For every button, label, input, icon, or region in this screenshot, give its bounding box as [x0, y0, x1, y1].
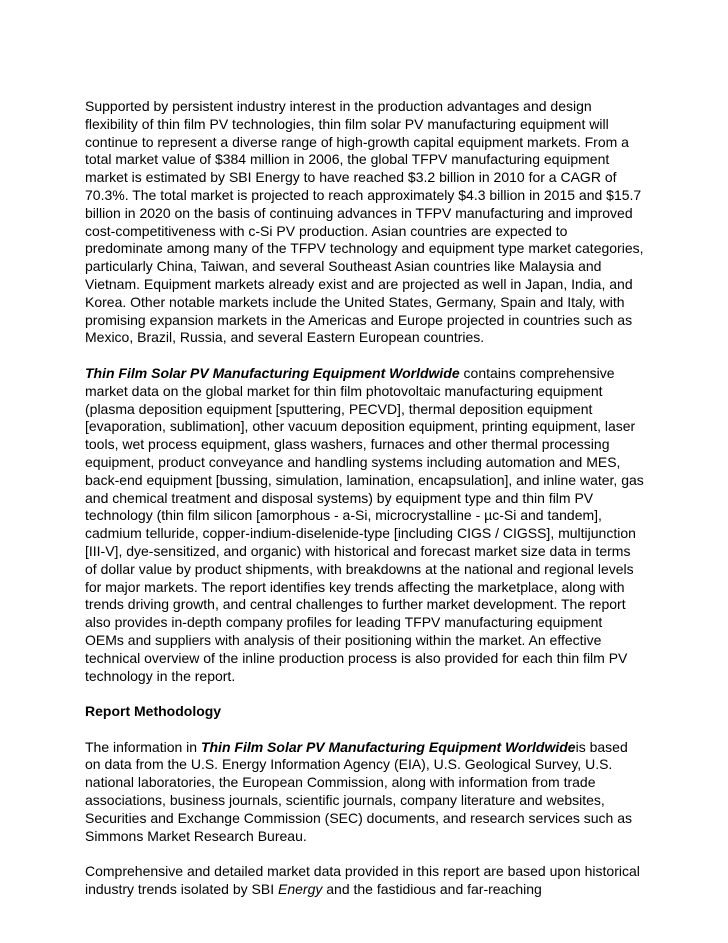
document-body [85, 98, 645, 917]
paragraph-market-data-basis-text: and the fastidious and far-reaching [322, 881, 542, 898]
paragraph-report-contents-text: contains comprehensive market data on the global market for thin film photovoltaic manufacturing equipment (plasma deposition equipment [sputtering, PECVD], thermal deposition equipment [evaporation, sublimation], other vacuum deposition equipment, printing equipment, laser tools, wet process equipment, glass washers, furnaces and other thermal processing equipment, product conveyance and handling systems including automation and MES, back-end equipment [bussing, simulation, lamination, encapsulation], and inline water, gas and chemical treatment and disposal systems) by equipment type and thin film PV technology (thin film silicon [amorphous - a-Si, microcrystalline - µc-Si and tandem], cadmium telluride, copper-indium-diselenide-type [including CIGS / CIGSS], multijunction [III-V], dye-sensitized, and organic) with historical and forecast market size data in terms of dollar value by product shipments, with breakdowns at the national and regional levels for major markets. The report identifies key trends affecting the marketplace, along with trends driving growth, and central challenges to further market development. The report also provides in-depth company profiles for leading TFPV manufacturing equipment OEMs and suppliers with analysis of their positioning within the market. An effective technical overview of the inline production process is also provided for each thin film PV technology in the report. [85, 364, 644, 684]
paragraph-market-data-basis-prefix: Comprehensive and detailed market data provided in this report are based upon historical industry trends isolated by SBI [85, 863, 640, 898]
section-heading-methodology: Report Methodology [85, 703, 222, 720]
paragraph-market-overview [85, 98, 645, 347]
report-title-emphasis-2: Thin Film Solar PV Manufacturing Equipment Worldwide [200, 738, 576, 755]
report-title-emphasis: Thin Film Solar PV Manufacturing Equipment Worldwide [85, 364, 460, 381]
paragraph-methodology-text: is based on data from the U.S. Energy Information Agency (EIA), U.S. Geological Survey, U.S. national laboratories, the European Commission, along with information from trade associations, business journals, scientific journals, company literature and websites, Securities and Exchange Commission (SEC) documents, and research services such as Simmons Market Research Bureau. [85, 738, 633, 844]
paragraph-market-overview-text: Supported by persistent industry interest in the production advantages and design flexibility of thin film PV technologies, thin film solar PV manufacturing equipment will continue to represent a diverse range of high-growth capital equipment markets. From a total market value of $384 million in 2006, the global TFPV manufacturing equipment market is estimated by SBI Energy to have reached $3.2 billion in 2010 for a CAGR of 70.3%. The total market is projected to reach approximately $4.3 billion in 2015 and $15.7 billion in 2020 on the basis of continuing advances in TFPV manufacturing and improved cost-competitiveness with c-Si PV production. Asian countries are expected to predominate among many of the TFPV technology and equipment type market categories, particularly China, Taiwan, and several Southeast Asian countries like Malaysia and Vietnam. Equipment markets already exist and are projected as well in Japan, India, and Korea. Other notable markets include the United States, Germany, Spain and Italy, with promising expansion markets in the Americas and Europe projected in countries such as Mexico, Brazil, Russia, and several Eastern European countries. [85, 98, 644, 346]
paragraph-report-contents [85, 365, 645, 685]
paragraph-methodology [85, 739, 645, 846]
paragraph-market-data-basis [85, 863, 645, 899]
energy-italic-word: Energy [278, 881, 323, 898]
paragraph-methodology-prefix: The information in [85, 738, 201, 755]
